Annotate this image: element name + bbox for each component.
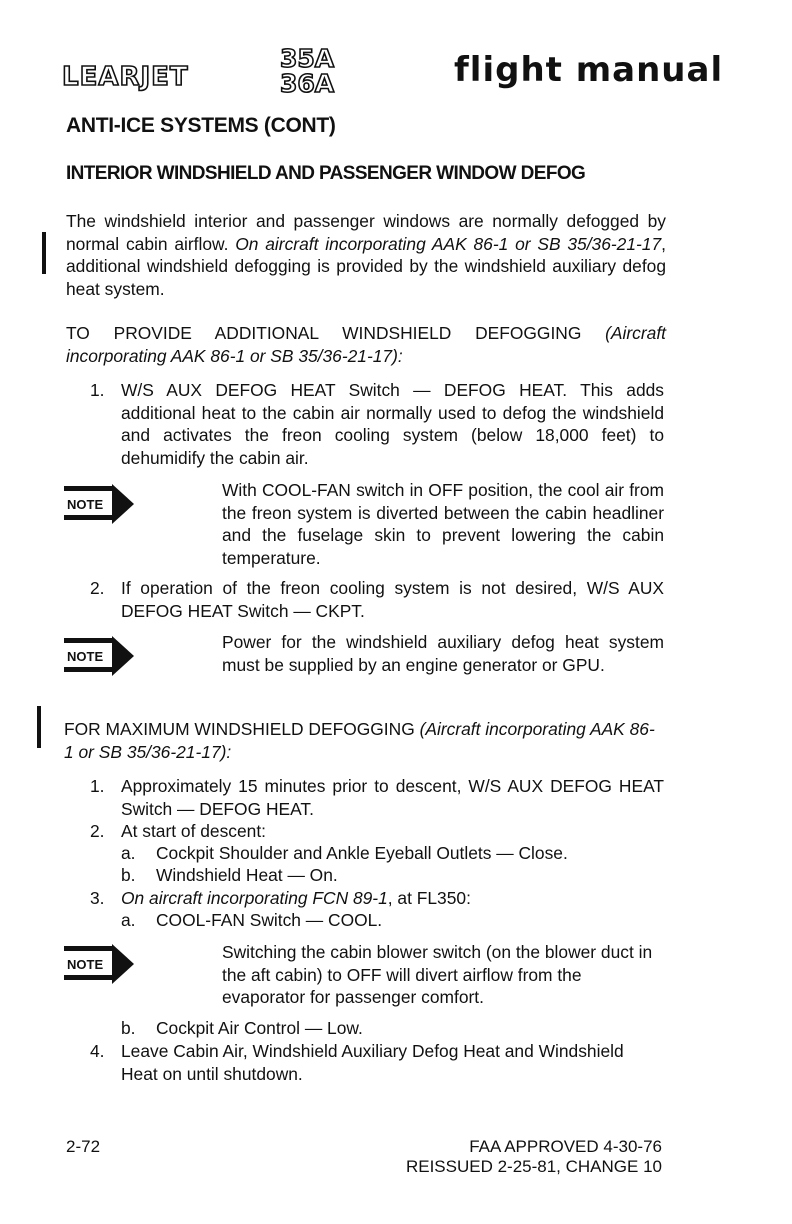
step-number: 3. [90,888,105,908]
page-number: 2-72 [66,1137,101,1156]
maximum-step-2b: Windshield Heat — On. [156,865,338,885]
maximum-step-3-italic: On aircraft incorporating FCN 89-1 [121,888,388,908]
note-1: With COOL-FAN switch in OFF position, the cool air from the freon system is diverted between the cabin headliner and the fuselage skin to prevent lowering the cabin temperature. [222,480,664,568]
intro-text-b: , additional windshield defogging is provided by the windshield auxiliary defog heat system. [66,233,666,299]
maximum-step-4: Leave Cabin Air, Windshield Auxiliary Defog Heat and Windshield Heat on until shutdown. [121,1041,624,1084]
additional-step-2: If operation of the freon cooling system is not desired, W/S AUX DEFOG HEAT Switch — CKPT. [121,578,664,621]
footer-approval: FAA APPROVED 4-30-76 [469,1137,662,1156]
note-3: Switching the cabin blower switch (on the blower duct in the aft cabin) to OFF will divert airflow from the evaporator for passenger comfort. [222,942,653,1008]
logo-model-36a: 36A [280,69,335,98]
step-number: 2. [90,578,105,598]
maximum-step-2a: Cockpit Shoulder and Ankle Eyeball Outlets — Close. [156,843,568,863]
note-label: NOTE [67,497,104,512]
additional-heading-text: TO PROVIDE ADDITIONAL WINDSHIELD DEFOGGING [66,323,582,343]
additional-heading [66,322,666,367]
intro-text-a: The windshield interior and passenger windows are normally defogged by normal cabin airflow. [66,211,666,254]
maximum-heading-text: FOR MAXIMUM WINDSHIELD DEFOGGING [64,719,415,739]
manual-title: flight manual [454,50,724,90]
sub-step-label: a. [121,843,136,863]
maximum-step-3 [121,887,664,910]
additional-step-1: W/S AUX DEFOG HEAT Switch — DEFOG HEAT. This adds additional heat to the cabin air normally used to defog the windshield and activates the freon cooling system (below 18,000 feet) to dehumidify the cabin air. [121,380,664,468]
note-icon [64,636,134,676]
note-label: NOTE [67,649,104,664]
step-number: 1. [90,776,105,796]
sub-step-label: a. [121,910,136,930]
maximum-step-1: Approximately 15 minutes prior to descent, W/S AUX DEFOG HEAT Switch — DEFOG HEAT. [121,776,664,819]
maximum-step-3-text: , at FL350: [387,888,471,908]
footer-reissue: REISSUED 2-25-81, CHANGE 10 [405,1157,662,1176]
maximum-step-3a: COOL-FAN Switch — COOL. [156,910,383,930]
maximum-step-3b: Cockpit Air Control — Low. [156,1018,363,1038]
step-number: 1. [90,380,105,400]
note-icon [64,484,134,524]
maximum-heading [64,718,664,763]
intro-paragraph [66,210,666,300]
logo-brand: LEARJET [62,62,189,92]
section-title: ANTI-ICE SYSTEMS (CONT) [66,114,336,137]
note-2: Power for the windshield auxiliary defog heat system must be supplied by an engine generator or GPU. [222,632,664,675]
additional-heading-italic: (Aircraft incorporating AAK 86-1 or SB 35/36-21-17): [66,323,666,366]
step-number: 4. [90,1041,105,1061]
maximum-heading-italic: (Aircraft incorporating AAK 86-1 or SB 35/36-21-17): [64,719,655,762]
logo-models [280,46,334,96]
sub-step-label: b. [121,1018,136,1038]
subsection-title: INTERIOR WINDSHIELD AND PASSENGER WINDOW DEFOG [66,163,586,184]
note-icon [64,944,134,984]
intro-text-italic: On aircraft incorporating AAK 86-1 or SB 35/36-21-17 [235,233,662,254]
maximum-step-2: At start of descent: [121,821,266,841]
logo-model-35a: 35A [280,44,335,73]
sub-step-label: b. [121,865,136,885]
change-bar [37,706,41,748]
step-number: 2. [90,821,105,841]
note-label: NOTE [67,957,104,972]
change-bar [42,232,46,274]
